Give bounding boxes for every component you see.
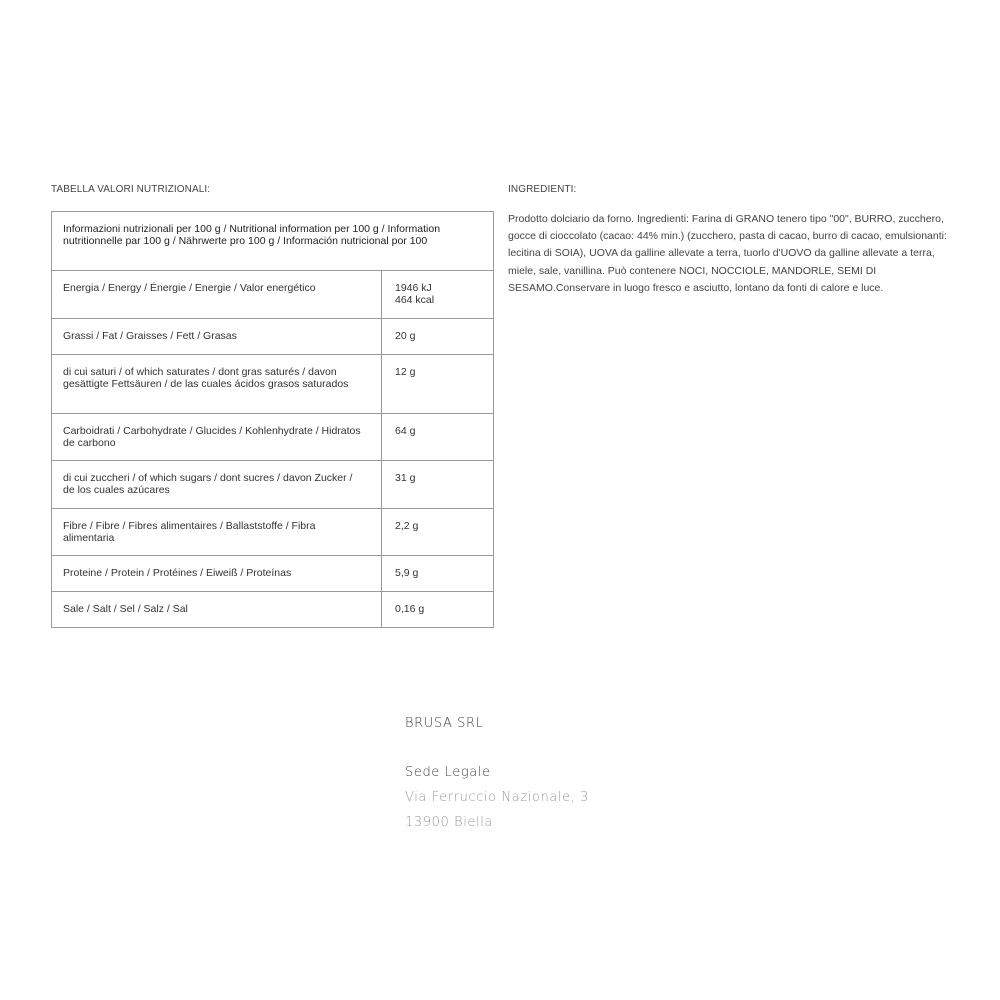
table-row — [52, 414, 494, 461]
nutrient-value-cell — [382, 509, 494, 556]
table-row — [52, 355, 494, 414]
nutrient-value-fibre: 2,2 g — [395, 520, 419, 532]
nutrient-label-carbohydrate: Carboidrati / Carbohydrate / Glucides / Kohlenhydrate / Hidratos de carbono — [63, 425, 361, 449]
table-row — [52, 556, 494, 592]
nutrition-header-row — [52, 212, 494, 271]
nutrient-value-cell — [382, 355, 494, 414]
nutrient-value-salt: 0,16 g — [395, 603, 425, 615]
ingredients-title: INGREDIENTI: — [508, 184, 577, 195]
address-street: Via Ferruccio Nazionale, 3 — [405, 790, 590, 805]
nutrient-value-cell — [382, 271, 494, 319]
nutrient-label-fibre: Fibre / Fibre / Fibres alimentaires / Ballaststoffe / Fibra alimentaria — [63, 520, 316, 544]
nutrient-value-carbohydrate: 64 g — [395, 425, 416, 437]
company-info — [405, 714, 705, 835]
nutrient-label-cell — [52, 509, 382, 556]
table-row — [52, 509, 494, 556]
table-row — [52, 461, 494, 509]
nutrient-label-energy: Energia / Energy / Énergie / Energie / Valor energético — [63, 282, 316, 294]
table-row — [52, 271, 494, 319]
company-name: BRUSA SRL — [405, 716, 484, 731]
nutrition-header-text: Informazioni nutrizionali per 100 g / Nutritional information per 100 g / Information nutritionnelle par 100 g / Nährwerte pro 100 g / Información nutricional por 100 — [63, 223, 441, 247]
nutrition-header-cell — [52, 212, 494, 271]
nutrient-label-cell — [52, 271, 382, 319]
nutrient-label-saturates: di cui saturi / of which saturates / dont gras saturés / davon gesättigte Fettsäuren / de las cuales ácidos grasos saturados — [63, 366, 349, 390]
nutrient-value-cell — [382, 461, 494, 509]
nutrient-label-cell — [52, 355, 382, 414]
nutrient-value-protein: 5,9 g — [395, 567, 419, 579]
nutrient-label-cell — [52, 319, 382, 355]
nutrition-table-title: TABELLA VALORI NUTRIZIONALI: — [51, 184, 211, 195]
nutrient-value-cell — [382, 414, 494, 461]
nutrient-value-cell — [382, 556, 494, 592]
nutrient-value-energy-kj: 1946 kJ — [395, 282, 432, 294]
nutrient-value-fat: 20 g — [395, 330, 416, 342]
nutrient-label-cell — [52, 556, 382, 592]
table-row — [52, 592, 494, 628]
nutrient-label-salt: Sale / Salt / Sel / Salz / Sal — [63, 603, 188, 615]
nutrient-label-cell — [52, 414, 382, 461]
nutrition-table — [51, 211, 494, 628]
nutrient-label-cell — [52, 592, 382, 628]
nutrient-value-saturates: 12 g — [395, 366, 416, 378]
nutrient-value-energy — [382, 271, 493, 306]
nutrient-value-sugars: 31 g — [395, 472, 416, 484]
nutrient-label-cell — [52, 461, 382, 509]
nutrient-value-cell — [382, 319, 494, 355]
nutrient-label-protein: Proteine / Protein / Protéines / Eiweiß / Proteínas — [63, 567, 292, 579]
nutrient-label-sugars: di cui zuccheri / of which sugars / dont sucres / davon Zucker / de los cuales azúcares — [63, 472, 353, 496]
nutrient-label-fat: Grassi / Fat / Graisses / Fett / Grasas — [63, 330, 237, 342]
nutrient-value-cell — [382, 592, 494, 628]
registered-office-label: Sede Legale — [405, 765, 491, 780]
ingredients-text: Prodotto dolciario da forno. Ingredienti: Farina di GRANO tenero tipo "00", BURRO, zucchero, gocce di cioccolato (cacao: 44% min.) (zucchero, pasta di cacao, burro di cacao, emulsionanti: lecitina di SOIA), UOVA da galline allevate a terra, tuorlo d'UOVO da galline allevate a terra, miele, sale, vanillina. Può contenere NOCI, NOCCIOLE, MANDORLE, SEMI DI SESAMO.Conservare in luogo fresco e asciutto, lontano da fonti di calore e luce. — [508, 213, 947, 294]
table-row — [52, 319, 494, 355]
nutrient-value-energy-kcal: 464 kcal — [395, 293, 435, 306]
address-city: 13900 Biella — [405, 815, 493, 830]
